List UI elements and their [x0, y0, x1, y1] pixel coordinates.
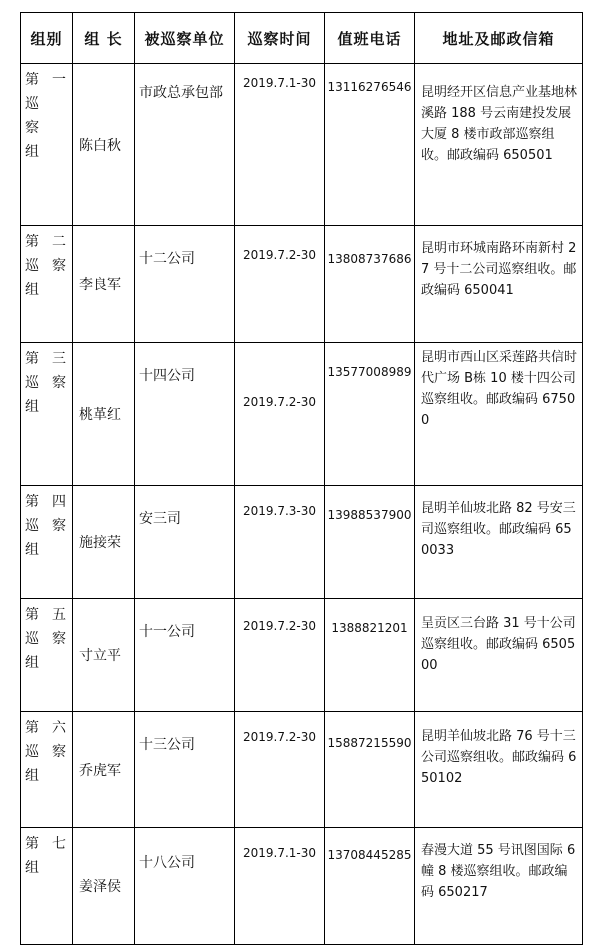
unit-cell: 市政总承包部	[135, 64, 235, 226]
address-cell: 昆明羊仙坡北路 76 号十三公司巡察组收。邮政编码 650102	[415, 712, 583, 828]
header-time: 巡察时间	[235, 13, 325, 64]
table-row	[21, 226, 583, 343]
leader-cell: 李良军	[73, 226, 135, 343]
group-char: 巡	[25, 375, 39, 391]
leader-cell: 寸立平	[73, 599, 135, 712]
group-char: 第	[25, 836, 39, 852]
phone-cell: 13808737686	[325, 226, 415, 343]
address-cell: 呈贡区三台路 31 号十公司巡察组收。邮政编码 650500	[415, 599, 583, 712]
group-cell	[21, 712, 73, 828]
unit-cell: 十四公司	[135, 343, 235, 486]
table-row	[21, 486, 583, 599]
time-cell: 2019.7.2-30	[235, 226, 325, 343]
group-line: 察	[25, 120, 39, 136]
group-char: 四	[52, 494, 66, 510]
group-line: 组	[25, 655, 39, 671]
group-char: 察	[52, 744, 66, 760]
unit-cell: 十三公司	[135, 712, 235, 828]
inspection-roster-table	[20, 12, 583, 945]
group-char: 巡	[25, 744, 39, 760]
group-char: 第	[25, 494, 39, 510]
group-char: 第	[25, 607, 39, 623]
group-line: 组	[25, 768, 39, 784]
group-char: 巡	[25, 631, 39, 647]
header-unit: 被巡察单位	[135, 13, 235, 64]
unit-cell: 十八公司	[135, 828, 235, 945]
group-cell	[21, 226, 73, 343]
group-char: 巡	[25, 518, 39, 534]
table-row	[21, 828, 583, 945]
phone-cell: 15887215590	[325, 712, 415, 828]
group-line: 巡	[25, 96, 39, 112]
address-cell: 昆明经开区信息产业基地林溪路 188 号云南建投发展大厦 8 楼市政部巡察组收。邮政编码 650501	[415, 64, 583, 226]
group-line: 组	[25, 399, 39, 415]
table-row	[21, 343, 583, 486]
phone-cell: 13577008989	[325, 343, 415, 486]
group-char: 七	[52, 836, 66, 852]
group-char: 一	[52, 72, 66, 88]
group-char: 察	[52, 258, 66, 274]
group-char: 察	[52, 375, 66, 391]
time-cell: 2019.7.2-30	[235, 343, 325, 486]
phone-cell: 13116276546	[325, 64, 415, 226]
group-char: 五	[52, 607, 66, 623]
time-cell: 2019.7.3-30	[235, 486, 325, 599]
group-line: 组	[25, 144, 39, 160]
time-cell: 2019.7.2-30	[235, 599, 325, 712]
group-cell	[21, 343, 73, 486]
time-cell: 2019.7.1-30	[235, 828, 325, 945]
group-char: 六	[52, 720, 66, 736]
group-line: 组	[25, 542, 39, 558]
time-cell: 2019.7.2-30	[235, 712, 325, 828]
header-phone: 值班电话	[325, 13, 415, 64]
leader-cell: 陈白秋	[73, 64, 135, 226]
header-row	[21, 13, 583, 64]
group-line: 组	[25, 282, 39, 298]
phone-cell: 13708445285	[325, 828, 415, 945]
table-row	[21, 599, 583, 712]
group-char: 二	[52, 234, 66, 250]
header-leader: 组 长	[73, 13, 135, 64]
group-char: 第	[25, 720, 39, 736]
header-address: 地址及邮政信箱	[415, 13, 583, 64]
unit-cell: 安三司	[135, 486, 235, 599]
group-char: 三	[52, 351, 66, 367]
phone-cell: 1388821201	[325, 599, 415, 712]
group-char: 巡	[25, 258, 39, 274]
group-cell	[21, 599, 73, 712]
group-line: 组	[25, 860, 39, 876]
group-char: 第	[25, 351, 39, 367]
address-cell: 春漫大道 55 号讯图国际 6 幢 8 楼巡察组收。邮政编码 650217	[415, 828, 583, 945]
group-char: 察	[52, 631, 66, 647]
group-char: 第	[25, 234, 39, 250]
group-cell	[21, 64, 73, 226]
group-char: 察	[52, 518, 66, 534]
table-row	[21, 64, 583, 226]
leader-cell: 姜泽侯	[73, 828, 135, 945]
leader-cell: 桃革红	[73, 343, 135, 486]
phone-cell: 13988537900	[325, 486, 415, 599]
unit-cell: 十二公司	[135, 226, 235, 343]
leader-cell: 乔虎军	[73, 712, 135, 828]
unit-cell: 十一公司	[135, 599, 235, 712]
leader-cell: 施接荣	[73, 486, 135, 599]
header-group: 组别	[21, 13, 73, 64]
address-cell: 昆明市西山区采莲路共信时代广场 B栋 10 楼十四公司巡察组收。邮政编码 67500	[415, 343, 583, 486]
time-cell: 2019.7.1-30	[235, 64, 325, 226]
group-cell	[21, 486, 73, 599]
address-cell: 昆明市环城南路环南新村 27 号十二公司巡察组收。邮政编码 650041	[415, 226, 583, 343]
table-row	[21, 712, 583, 828]
group-cell	[21, 828, 73, 945]
address-cell: 昆明羊仙坡北路 82 号安三司巡察组收。邮政编码 650033	[415, 486, 583, 599]
group-char: 第	[25, 72, 39, 88]
